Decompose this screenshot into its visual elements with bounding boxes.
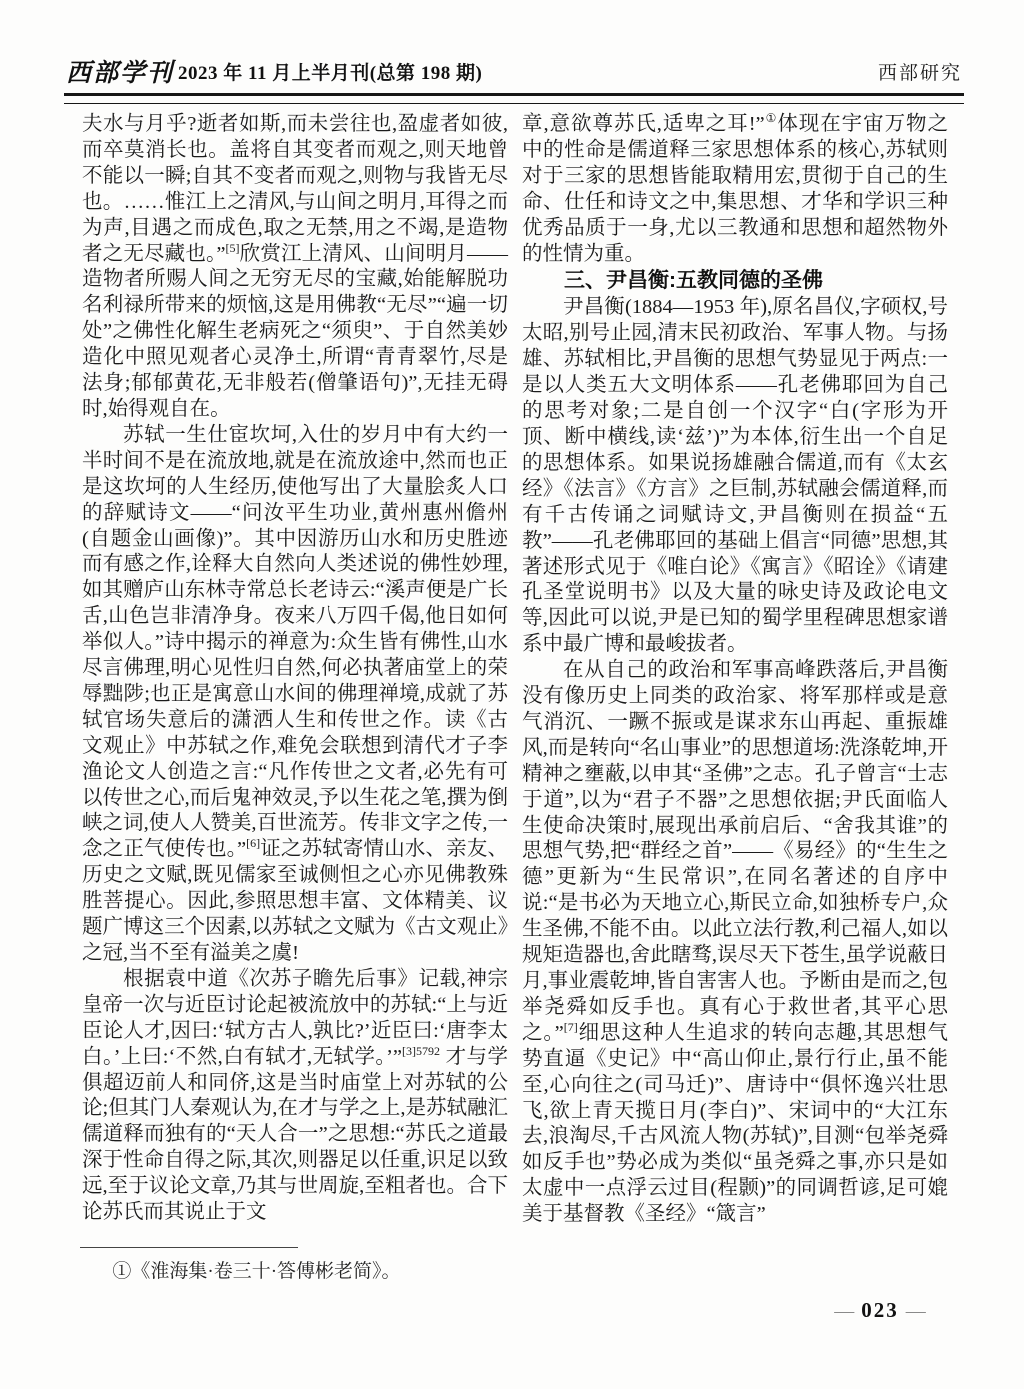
page-number-value: 023 (861, 1298, 899, 1322)
paragraph: 章,意欲尊苏氏,适卑之耳!”①体现在宇宙万物之中的性命是儒道释三家思想体系的核心,苏轼则对于三家的思想皆能取精用宏,贯彻于自己的生命、仕任和诗文之中,集思想、才华和学识三种优秀品质于一身,尤以三教通和思想和超然物外的性情为重。 (522, 111, 948, 265)
page-number (818, 1298, 942, 1323)
section-heading: 三、尹昌衡:五教同德的圣佛 (564, 269, 823, 293)
paragraph: 苏轼一生仕宦坎坷,入仕的岁月中有大约一半时间不是在流放地,就是在流放途中,然而也正是这坎坷的人生经历,使他写出了大量脍炙人口的辞赋诗文——“问汝平生功业,黄州惠州儋州(自题金山画像)”。其中因游历山水和历史胜迹而有感之作,诠释大自然向人类述说的佛性妙理,如其赠庐山东林寺常总长老诗云:“溪声便是广长舌,山色岂非清净身。夜来八万四千偈,他日如何举似人。”诗中揭示的禅意为:众生皆有佛性,山水尽言佛理,明心见性归自然,何必执著庙堂上的荣辱黜陟;也正是寓意山水间的佛理禅境,成就了苏轼官场失意后的潇洒人生和传世之作。读《古文观止》中苏轼之作,难免会联想到清代才子李渔论文人创造之言:“凡作传世之文者,必先有可以传世之心,而后鬼神效灵,予以生花之笔,撰为倒峡之词,使人人赞美,百世流芳。传非文字之传,一念之正气使传也。”[6]证之苏轼寄情山水、亲友、历史之文赋,既见儒家至诚侧怛之心亦见佛教殊胜菩提心。因此,参照思想丰富、文体精美、议题广博这三个因素,以苏轼之文赋为《古文观止》之冠,当不至有溢美之虞! (82, 423, 508, 964)
citation-superscript: [6] (246, 836, 261, 851)
paragraph: 尹昌衡(1884—1953 年),原名昌仪,字硕权,号太昭,别号止园,清末民初政治、军事人物。与扬雄、苏轼相比,尹昌衡的思想气势显见于两点:一是以人类五大文明体系——孔老佛耶回为自己的思考对象;二是自创一个汉字“白(字形为开顶、断中横线,读‘兹’)”为本体,衍生出一个自足的思想体系。如果说扬雄融合儒道,而有《太玄经》《法言》《方言》之巨制,苏轼融会儒道释,而有千古传诵之词赋诗文,尹昌衡则在损益“五教”——孔老佛耶回的基础上倡言“同德”思想,其著述形式见于《唯白论》《寓言》《昭诠》《请建孔圣堂说明书》以及大量的咏史诗及政论电文等,因此可以说,尹是已知的蜀学里程碑思想家谱系中最广博和最峻拔者。 (522, 296, 948, 656)
section-label: 西部研究 (877, 63, 962, 84)
footnote: ①《淮海集·卷三十·答傅彬老简》。 (112, 1261, 401, 1282)
journal-logo: 西部学刊 (66, 58, 175, 87)
journal-title-block (66, 60, 482, 86)
citation-superscript: [3]5792 (402, 1043, 441, 1058)
footnote-divider (80, 1247, 298, 1248)
paragraph: 夫水与月乎?逝者如斯,而未尝往也,盈虚者如彼,而卒莫消长也。盖将自其变者而观之,则天地曾不能以一瞬;自其不变者而观之,则物与我皆无尽也。……惟江上之清风,与山间之明月,耳得之而为声,目遇之而成色,取之无禁,用之不竭,是造物者之无尽藏也。”[5]欣赏江上清风、山间明月——造物者所赐人间之无穷无尽的宝藏,始能解脱功名利禄所带来的烦恼,这是用佛教“无尽”“遍一切处”之佛性化解生老病死之“须臾”、于自然美妙造化中照见观者心灵净土,所谓“青青翠竹,尽是法身;郁郁黄花,无非般若(僧肇语句)”,无挂无碍时,始得观自在。 (82, 113, 508, 420)
citation-superscript: [7] (563, 1019, 578, 1034)
citation-superscript: [5] (225, 240, 240, 255)
page-header (66, 60, 962, 86)
left-column (82, 112, 508, 1228)
page-number-dash-left: — (834, 1300, 855, 1322)
header-divider-rule (64, 93, 964, 104)
page-number-dash-right: — (905, 1300, 926, 1322)
issue-info: 2023 年 11 月上半月刊(总第 198 期) (178, 63, 483, 84)
paragraph: 在从自己的政治和军事高峰跌落后,尹昌衡没有像历史上同类的政治家、将军那样或是意气消沉、一蹶不振或是谋求东山再起、重振雄风,而是转向“名山事业”的思想道场:洗涤乾坤,开精神之壅蔽,以申其“圣佛”之志。孔子曾言“士志于道”,以为“君子不器”之思想依据;尹氏面临人生使命决策时,展现出承前启后、“舍我其谁”的思想气势,把“群经之首”——《易经》的“生生之德”更新为“生民常识”,在同名著述的自序中说:“是书必为天地立心,斯民立命,如独桥专户,众生圣佛,不能不由。以此立法行教,利己福人,如以规矩造器也,舍此瞎骛,误尽天下苍生,虽学说蔽日月,事业震乾坤,皆自害害人也。予断由是而之,包举尧舜如反手也。真有心于救世者,其平心思之。”[7]细思这种人生追求的转向志趣,其思想气势直逼《史记》中“高山仰止,景行行止,虽不能至,心向往之(司马迁)”、唐诗中“俱怀逸兴壮思飞,欲上青天揽日月(李白)”、宋词中的“大江东去,浪淘尽,千古风流人物(苏轼)”,目测“包举尧舜如反手也”势必成为类似“虽尧舜之事,亦只是如太虚中一点浮云过目(程颢)”的同调哲谚,足可媲美于基督教《圣经》“箴言” (522, 659, 948, 1226)
article-body (82, 112, 948, 1228)
right-column (522, 112, 948, 1228)
paragraph: 根据袁中道《次苏子瞻先后事》记载,神宗皇帝一次与近臣讨论起被流放中的苏轼:“上与近臣论人才,因曰:‘轼方古人,孰比?’近臣曰:‘唐李太白。’上曰:‘不然,白有轼才,无轼学。’”$^{[3]5792}$ 才与学俱超迈前人和同侪,这是当时庙堂上对苏轼的公论;但其门人秦观认为,在才与学之上,是苏轼融汇儒道释而独有的“天人合一”之思想:“苏氏之道最深于性命自得之际,其次,则器足以任重,识足以致远,至于议论文章,乃其与世周旋,至粗者也。合下论苏氏而其说止于文 (82, 967, 509, 1224)
citation-superscript: ① (764, 111, 778, 126)
